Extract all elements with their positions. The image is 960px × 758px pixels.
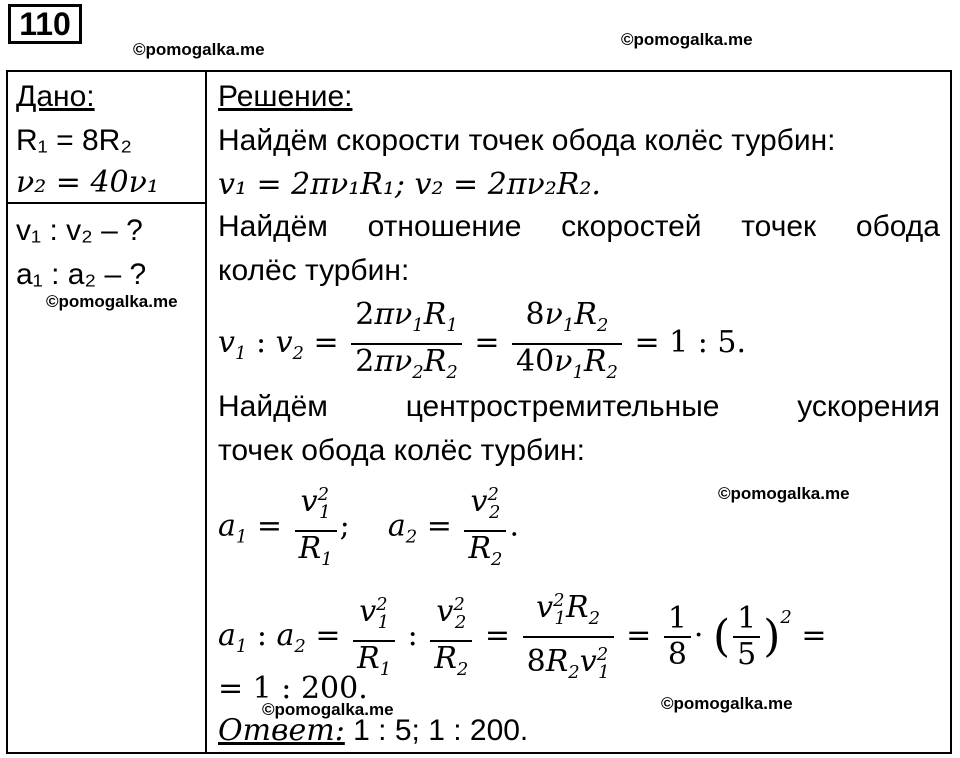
find-velocity-ratio: v₁ : v₂ – ? (16, 214, 143, 247)
solution-header: Решение: (218, 80, 353, 113)
watermark: ©pomogalka.me (621, 30, 753, 49)
given-condition-2: ν₂ = 40ν₁ (16, 165, 159, 200)
equation-velocity-ratio: $v_1$ : $v_2$ = $\frac{2\pi\nu_1R_1}{2\pi\nu_2R_2}$ = $\frac{8\nu_1R_2}{40\nu_1R_2}$ = 1 : 5. (218, 297, 747, 383)
solution-text-3: колёс турбин: (218, 254, 410, 287)
word: Найдём (218, 210, 328, 243)
word: обода (855, 210, 940, 243)
watermark: ©pomogalka.me (718, 484, 850, 503)
word: скоростей (561, 210, 702, 243)
word: отношение (367, 210, 522, 243)
solution-text-1: Найдём скорости точек обода колёс турбин: (218, 124, 836, 157)
watermark: ©pomogalka.me (661, 694, 793, 713)
answer-value: 1 : 5; 1 : 200. (344, 714, 529, 747)
equation-velocities: v₁ = 2πν₁R₁; v₂ = 2πν₂R₂. (218, 167, 601, 202)
word: центростремительные (405, 390, 720, 423)
answer-label: Ответ: (218, 713, 345, 748)
watermark: ©pomogalka.me (133, 40, 265, 59)
answer (218, 714, 528, 748)
equation-accelerations: $a_1$ = $\frac{v^2_1}{R_1}$ ; $a_2$ = $\frac{v^2_2}{R_2}$ . (218, 478, 519, 577)
watermark: ©pomogalka.me (262, 700, 394, 719)
word: точек (741, 210, 817, 243)
problem-number: 110 (8, 4, 82, 44)
find-acceleration-ratio: a₁ : a₂ – ? (16, 258, 147, 291)
solution-text-5: точек обода колёс турбин: (218, 434, 585, 467)
solution-text-4 (218, 390, 940, 424)
word: ускорения (797, 390, 940, 423)
solution-text-2 (218, 210, 940, 244)
given-find-divider (6, 202, 207, 204)
given-header: Дано: (16, 80, 95, 113)
equation-result: = 1 : 200. (218, 671, 368, 706)
equation-acceleration-ratio: $a_1$ : $a_2$ = $\frac{v^2_1}{R_1}$ : $\frac{v^2_2}{R_2}$ = $\frac{v^2_1R_2}{8R_2v^2_1}$ = $\frac{1}{8}$ · ( $\frac{1}{5}$ )$^2$ = (218, 584, 827, 690)
given-condition-1: R₁ = 8R₂ (16, 124, 132, 157)
watermark: ©pomogalka.me (46, 292, 178, 311)
column-divider (205, 70, 207, 754)
word: Найдём (218, 390, 328, 423)
